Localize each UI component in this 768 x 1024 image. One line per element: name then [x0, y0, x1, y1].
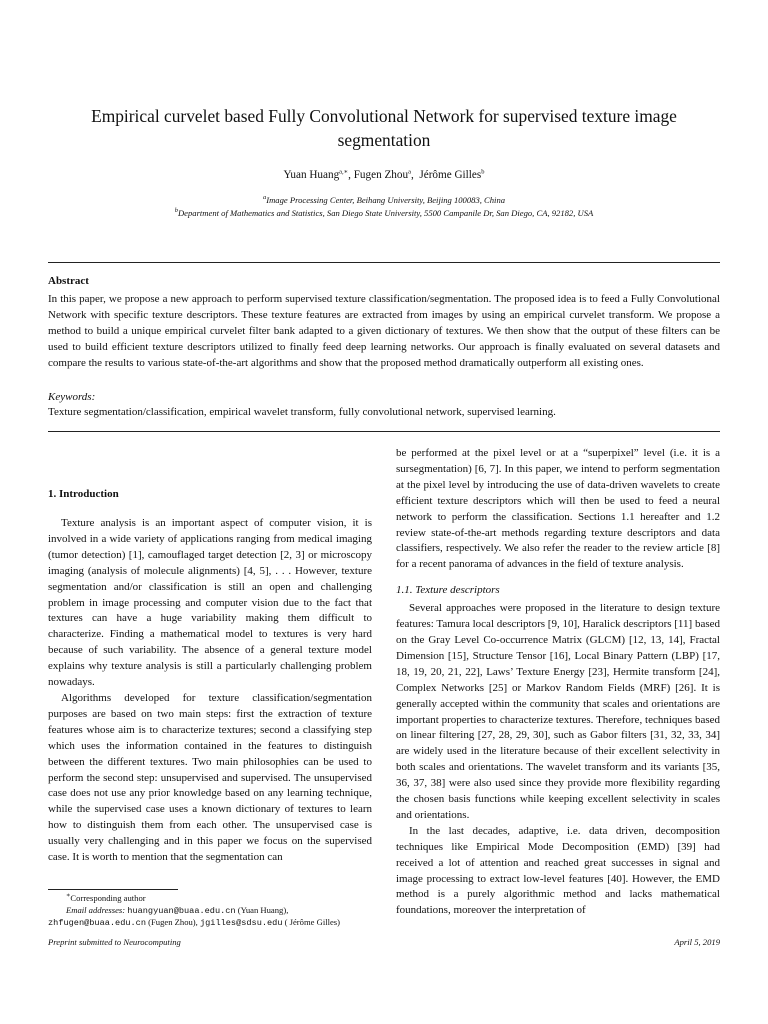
preprint-date: April 5, 2019: [674, 937, 720, 947]
email-address[interactable]: zhfugen@buaa.edu.cn: [48, 918, 146, 929]
footnote-mark: ∗: [66, 892, 71, 900]
corresponding-author-note: Corresponding author: [70, 893, 146, 903]
footnote-rule: [48, 889, 178, 890]
affiliation-a: [30, 195, 738, 206]
author-name: Jérôme Gilles: [419, 169, 482, 181]
author-affiliation-mark: a,∗: [339, 168, 349, 176]
abstract-heading: Abstract: [48, 275, 89, 287]
affiliation-text: Image Processing Center, Beihang University, Beijing 100083, China: [266, 195, 506, 205]
body-paragraph: Several approaches were proposed in the literature to design texture features: Tamura local descriptors [9, 10], Haralick descriptors [11] based on the Gray Level Co-occurrence Matrix (GLCM) [12, 13, 14], Fractal Dimension [15], Structure Tensor [16], Local Binary Pattern (LBP) [17, 18, 19, 20, 21, 22], Laws’ Texture Energy [23], Hermite transform [24], Complex Networks [25] or Markov Random Fields (MRF) [26]. It is generally accepted within the community that scales and orientations are important properties to characterize textures. Therefore, techniques based on linear filtering [27, 28, 29, 30], such as Gabor filters [31, 32, 33, 34] are widely used in the literature because of their excellent selectivity in both scales and orientations. The wavelet transform and its variants [35, 36, 37, 38] were also used since they provide more flexibility regarding the chosen basis functions while keeping excellent selectivity in scales and orientations.: [396, 602, 720, 821]
section-heading-introduction: 1. Introduction: [48, 488, 119, 500]
preprint-note: Preprint submitted to Neurocomputing: [48, 937, 181, 947]
email-owner: (Fugen Zhou),: [148, 917, 198, 928]
email-address[interactable]: huangyuan@buaa.edu.cn: [127, 905, 236, 916]
keywords-text: Texture segmentation/classification, empirical wavelet transform, fully convolutional network, supervised learning.: [48, 406, 556, 418]
email-owner: ( Jérôme Gilles): [284, 917, 341, 928]
affiliation-mark: a: [262, 194, 267, 202]
right-column: [396, 446, 720, 919]
abstract-bottom-rule: [48, 431, 720, 432]
author-affiliation-mark: b: [481, 168, 485, 176]
author-name: Fugen Zhou: [353, 169, 409, 181]
body-paragraph: Algorithms developed for texture classification/segmentation purposes are based on two main steps: first the extraction of texture features whose aim is to characterize textures; second a classifying step which uses the information contained in the features to distinguish between the different textures. Two main philosophies can be used to perform the second step: unsupervised and supervised. The unsupervised case does not use any prior knowledge based on any learning technique, while the supervised case uses a known dictionary of textures to learn how to distinguish them from each other. The unsupervised case is usually very challenging and in this paper we focus on the supervised case. It is worth to mention that the segmentation can: [48, 691, 372, 864]
abstract-top-rule: [48, 262, 720, 263]
author-list: Yuan Huang$^{a,∗}$, Fugen Zhou$^a$, Jérôme Gilles$^b$: [283, 168, 485, 181]
footnote: [48, 893, 388, 930]
subsection-heading-texture-descriptors: 1.1. Texture descriptors: [396, 584, 500, 597]
body-paragraph: Texture analysis is an important aspect of computer vision, it is involved in a wide variety of applications ranging from medical imaging (tumor detection) [1], camouflaged target detection [2, 3] or microscopy imaging (analysis of molecule alignments) [4, 5], . . . However, texture segmentation and/or classification is still an open and challenging problem in image processing and computer vision due to the fact that textures can have a huge variability making them difficult to characterize. Finding a mathematical model to textures is very hard because of such variability. The absence of a general texture model explains why texture analysis is still a particularly challenging problem nowadays.: [48, 517, 372, 689]
email-owner: (Yuan Huang),: [237, 904, 289, 915]
abstract-text: In this paper, we propose a new approach to perform supervised texture classification/segmentation. The proposed idea is to feed a Fully Convolutional Network with specific texture descriptors. These texture features are extracted from images by using an empirical curvelet transform. We propose a method to build a unique empirical curvelet filter bank adapted to a given dictionary of textures. We then show that the output of these filters can be used to build efficient texture descriptors utilized to finally feed deep learning networks. Our approach is finally evaluated on several datasets and compare the results to various state-of-the-art algorithms and show that the proposed method dramatically outperform all existing ones.: [48, 293, 720, 369]
affiliation-b: [30, 208, 738, 219]
author-name: Yuan Huang: [283, 169, 340, 181]
email-address[interactable]: jgilles@sdsu.edu: [199, 918, 283, 929]
email-label: Email addresses:: [66, 904, 126, 915]
affiliation-text: Department of Mathematics and Statistics, San Diego State University, 5500 Campanile Dr, San Diego, CA, 92182, USA: [177, 208, 594, 218]
left-column: [48, 516, 372, 866]
paper-title: Empirical curvelet based Fully Convolutional Network for supervised texture image segmentation: [91, 106, 677, 150]
body-paragraph: be performed at the pixel level or at a “superpixel” level (i.e. it is a sursegmentation) [6, 7]. In this paper, we intend to perform segmentation at the pixel level by introducing the use of data-driven wavelets to create efficient texture descriptors which will then be used to feed a neural network to perform the classification. Sections 1.1 hereafter and 1.2 review state-of-the-art methods regarding texture descriptors and data classifiers, respectively. We also refer the reader to the review article [8] for a recent panorama of advances in the field of texture analysis.: [396, 447, 720, 571]
affiliation-mark: b: [174, 207, 178, 215]
keywords-label: Keywords:: [48, 391, 96, 403]
author-affiliation-mark: a: [408, 168, 411, 176]
body-paragraph: In the last decades, adaptive, i.e. data driven, decomposition techniques like Empirical Mode Decomposition (EMD) [39] had received a lot of attention and reached great successes in signal and image processing to extract low-level features [40]. However, the EMD method is a purely algorithmic method and lacks mathematical foundations, moreover the interpretation of: [396, 824, 720, 917]
